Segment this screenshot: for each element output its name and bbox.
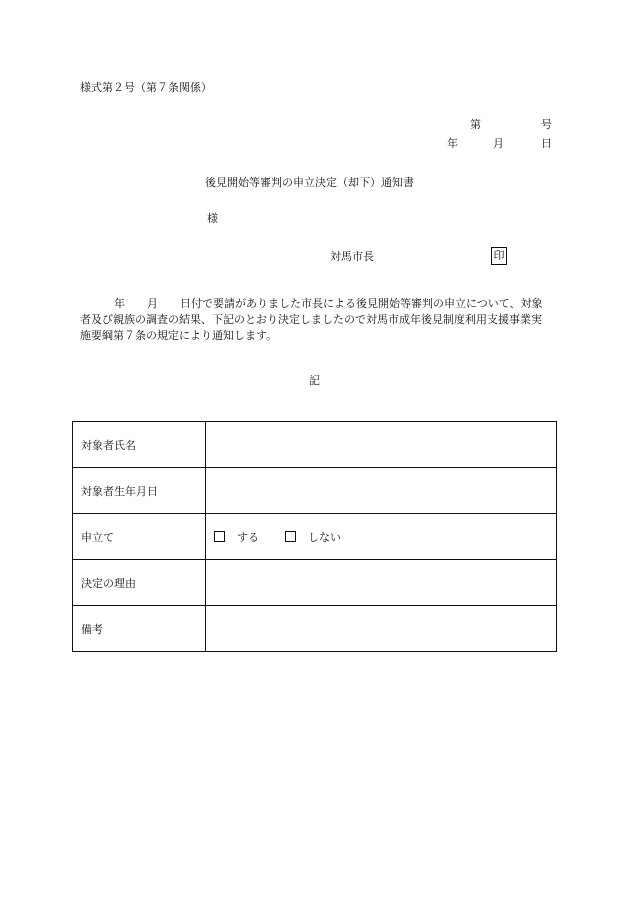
row-label-reason: 決定の理由 <box>73 560 206 606</box>
body-text: 日付で要請がありました市長による後見開始等審判の申立について、対象者及び親族の調査の結果、下記のとおり決定しましたので対馬市成年後見制度利用支援事業実施要綱第７条の規定により通知します。 <box>80 297 543 342</box>
option-shinai-label: しない <box>308 530 341 544</box>
table-row <box>73 606 557 652</box>
document-number-go: 号 <box>541 118 552 131</box>
table-row <box>73 468 557 514</box>
checkbox-shinai[interactable] <box>285 531 296 542</box>
document-title: 後見開始等審判の申立決定（却下）通知書 <box>205 176 414 189</box>
option-suru[interactable] <box>214 529 259 545</box>
date-year-label: 年 <box>447 137 458 150</box>
addressee-suffix: 様 <box>207 212 218 225</box>
sender-name: 対馬市長 <box>330 250 374 263</box>
body-paragraph <box>80 296 552 344</box>
form-number: 様式第２号（第７条関係） <box>80 81 212 94</box>
seal-stamp: 印 <box>491 247 507 265</box>
subject-birthdate-field[interactable] <box>206 468 557 514</box>
petition-options <box>206 514 557 560</box>
date-day-label: 日 <box>541 137 552 150</box>
table-row <box>73 514 557 560</box>
row-label-petition: 申立て <box>73 514 206 560</box>
body-year-label: 年 <box>114 297 125 310</box>
decision-reason-field[interactable] <box>206 560 557 606</box>
document-number-dai: 第 <box>470 118 481 131</box>
option-suru-label: する <box>237 530 259 544</box>
option-shinai[interactable] <box>285 529 341 545</box>
detail-table <box>72 421 557 652</box>
body-month-label: 月 <box>147 297 158 310</box>
row-label-name: 対象者氏名 <box>73 422 206 468</box>
ki-heading: 記 <box>309 374 320 387</box>
row-label-remarks: 備考 <box>73 606 206 652</box>
table-row <box>73 560 557 606</box>
checkbox-suru[interactable] <box>214 531 225 542</box>
row-label-birthdate: 対象者生年月日 <box>73 468 206 514</box>
subject-name-field[interactable] <box>206 422 557 468</box>
table-row <box>73 422 557 468</box>
date-month-label: 月 <box>493 137 504 150</box>
remarks-field[interactable] <box>206 606 557 652</box>
